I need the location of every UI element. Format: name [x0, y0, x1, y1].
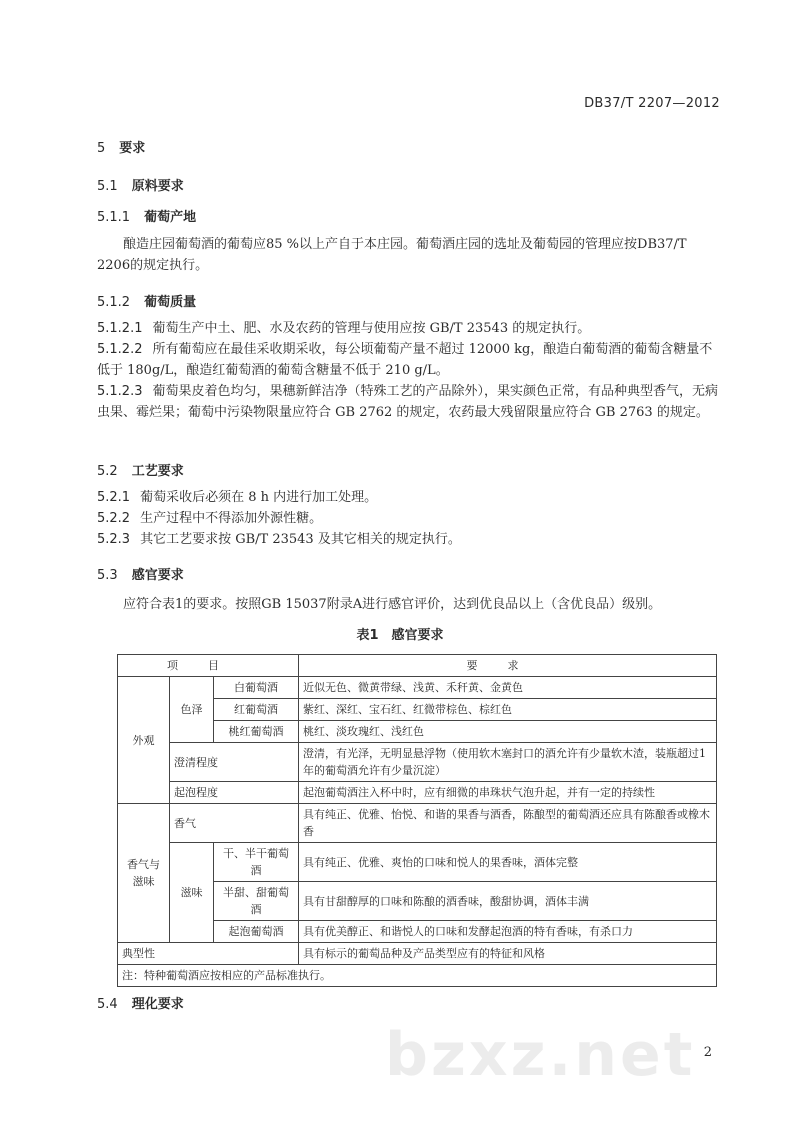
table-row: [118, 943, 717, 965]
white-wine-requirement: 近似无色、微黄带绿、浅黄、禾秆黄、金黄色: [299, 677, 717, 699]
section-5-3-heading: [97, 564, 184, 583]
table-row: [118, 655, 717, 677]
section-title: 葡萄产地: [144, 210, 197, 225]
aroma-taste-cell: 香气与滋味: [118, 804, 170, 943]
sparkling-wine-cell: 起泡葡萄酒: [214, 921, 299, 943]
table-note: 注：特种葡萄酒应按相应的产品标准执行。: [118, 965, 717, 987]
table-row: [118, 965, 717, 987]
section-5-4-heading: [97, 993, 184, 1012]
dry-wine-cell: 干、半干葡萄酒: [214, 843, 299, 882]
rose-wine-requirement: 桃红、淡玫瑰红、浅红色: [299, 721, 717, 743]
taste-cell: 滋味: [170, 843, 214, 943]
dry-wine-requirement: 具有纯正、优雅、爽怡的口味和悦人的果香味，酒体完整: [299, 843, 717, 882]
clarity-requirement: 澄清，有光泽，无明显悬浮物（使用软木塞封口的酒允许有少量软木渣，装瓶超过1年的葡萄酒允许有少量沉淀）: [299, 743, 717, 782]
section-number: 5.1: [97, 179, 118, 194]
section-5-heading: [97, 137, 145, 156]
section-5-1-2-heading: [97, 291, 196, 310]
section-title: 要求: [119, 141, 146, 156]
section-5-2-heading: [97, 460, 184, 479]
clause-5-2-1: [97, 487, 719, 508]
watermark: bzxz.net: [385, 1020, 696, 1090]
header-item-cell: 项目: [118, 655, 299, 677]
clause-5-1-2-3: [97, 381, 719, 423]
table-row: [118, 677, 717, 699]
section-5-1-heading: [97, 175, 184, 194]
clause-number: 5.1.2.1: [97, 321, 143, 336]
section-title: 感官要求: [131, 568, 184, 583]
clause-number: 5.1.2.2: [97, 342, 143, 357]
section-title: 原料要求: [131, 179, 184, 194]
clause-text: 葡萄果皮着色均匀，果穗新鲜洁净（特殊工艺的产品除外），果实颜色正常，有品种典型香气，无病虫果、霉烂果；葡萄中污染物限量应符合 GB 2762 的规定，农药最大残留限量应符合 GB 2763 的规定。: [97, 384, 718, 420]
clause-text: 生产过程中不得添加外源性糖。: [140, 511, 323, 526]
section-title: 理化要求: [131, 997, 184, 1012]
foaming-requirement: 起泡葡萄酒注入杯中时，应有细微的串珠状气泡升起，并有一定的持续性: [299, 782, 717, 804]
clause-number: 5.2.3: [97, 532, 131, 547]
section-number: 5.3: [97, 568, 118, 583]
white-wine-cell: 白葡萄酒: [214, 677, 299, 699]
sensory-requirements-table: [117, 654, 717, 987]
sweet-wine-requirement: 具有甘甜醇厚的口味和陈酿的酒香味，酸甜协调，酒体丰满: [299, 882, 717, 921]
red-wine-requirement: 紫红、深红、宝石红、红微带棕色、棕红色: [299, 699, 717, 721]
table-title: 表1 感官要求: [356, 628, 444, 643]
table-row: [118, 782, 717, 804]
section-5-1-1-heading: [97, 206, 196, 225]
clause-text: 其它工艺要求按 GB/T 23543 及其它相关的规定执行。: [140, 532, 461, 547]
section-title: 葡萄质量: [144, 295, 197, 310]
clause-5-1-2-1: [97, 318, 719, 339]
section-number: 5.1.1: [97, 210, 131, 225]
foaming-cell: 起泡程度: [170, 782, 299, 804]
aroma-requirement: 具有纯正、优雅、怡悦、和谐的果香与酒香，陈酿型的葡萄酒还应具有陈酿香或橡木香: [299, 804, 717, 843]
table-row: [118, 743, 717, 782]
clause-number: 5.2.2: [97, 511, 131, 526]
section-number: 5.4: [97, 997, 118, 1012]
typicality-requirement: 具有标示的葡萄品种及产品类型应有的特征和风格: [299, 943, 717, 965]
sweet-wine-cell: 半甜、甜葡萄酒: [214, 882, 299, 921]
page-number: 2: [703, 1045, 712, 1060]
sparkling-wine-requirement: 具有优美醇正、和谐悦人的口味和发酵起泡酒的特有香味，有杀口力: [299, 921, 717, 943]
clause-number: 5.2.1: [97, 490, 131, 505]
rose-wine-cell: 桃红葡萄酒: [214, 721, 299, 743]
section-5-3-paragraph: 应符合表1的要求。按照GB 15037附录A进行感官评价，达到优良品以上（含优良品）级别。: [123, 597, 662, 612]
section-number: 5: [97, 141, 106, 156]
table-row: [118, 804, 717, 843]
clarity-cell: 澄清程度: [170, 743, 299, 782]
table-row: [118, 843, 717, 882]
aroma-cell: 香气: [170, 804, 299, 843]
clause-5-2-3: [97, 529, 719, 550]
typicality-cell: 典型性: [118, 943, 299, 965]
appearance-cell: 外观: [118, 677, 170, 804]
clause-5-1-2-2: [97, 339, 719, 381]
section-number: 5.2: [97, 464, 118, 479]
clause-5-2-2: [97, 508, 719, 529]
section-5-1-1-paragraph: 酿造庄园葡萄酒的葡萄应85 %以上产自于本庄园。葡萄酒庄园的选址及葡萄园的管理应按DB37/T 2206的规定执行。: [97, 237, 687, 273]
clause-text: 葡萄采收后必须在 8 h 内进行加工处理。: [140, 490, 378, 505]
header-requirement-cell: 要求: [299, 655, 717, 677]
document-id: DB37/T 2207—2012: [584, 96, 720, 111]
clause-text: 葡萄生产中土、肥、水及农药的管理与使用应按 GB/T 23543 的规定执行。: [152, 321, 591, 336]
red-wine-cell: 红葡萄酒: [214, 699, 299, 721]
section-title: 工艺要求: [131, 464, 184, 479]
clause-number: 5.1.2.3: [97, 384, 143, 399]
section-number: 5.1.2: [97, 295, 131, 310]
color-cell: 色泽: [170, 677, 214, 743]
clause-text: 所有葡萄应在最佳采收期采收，每公顷葡萄产量不超过 12000 kg，酿造白葡萄酒的葡萄含糖量不低于 180g/L，酿造红葡萄酒的葡萄含糖量不低于 210 g/L。: [97, 342, 713, 378]
